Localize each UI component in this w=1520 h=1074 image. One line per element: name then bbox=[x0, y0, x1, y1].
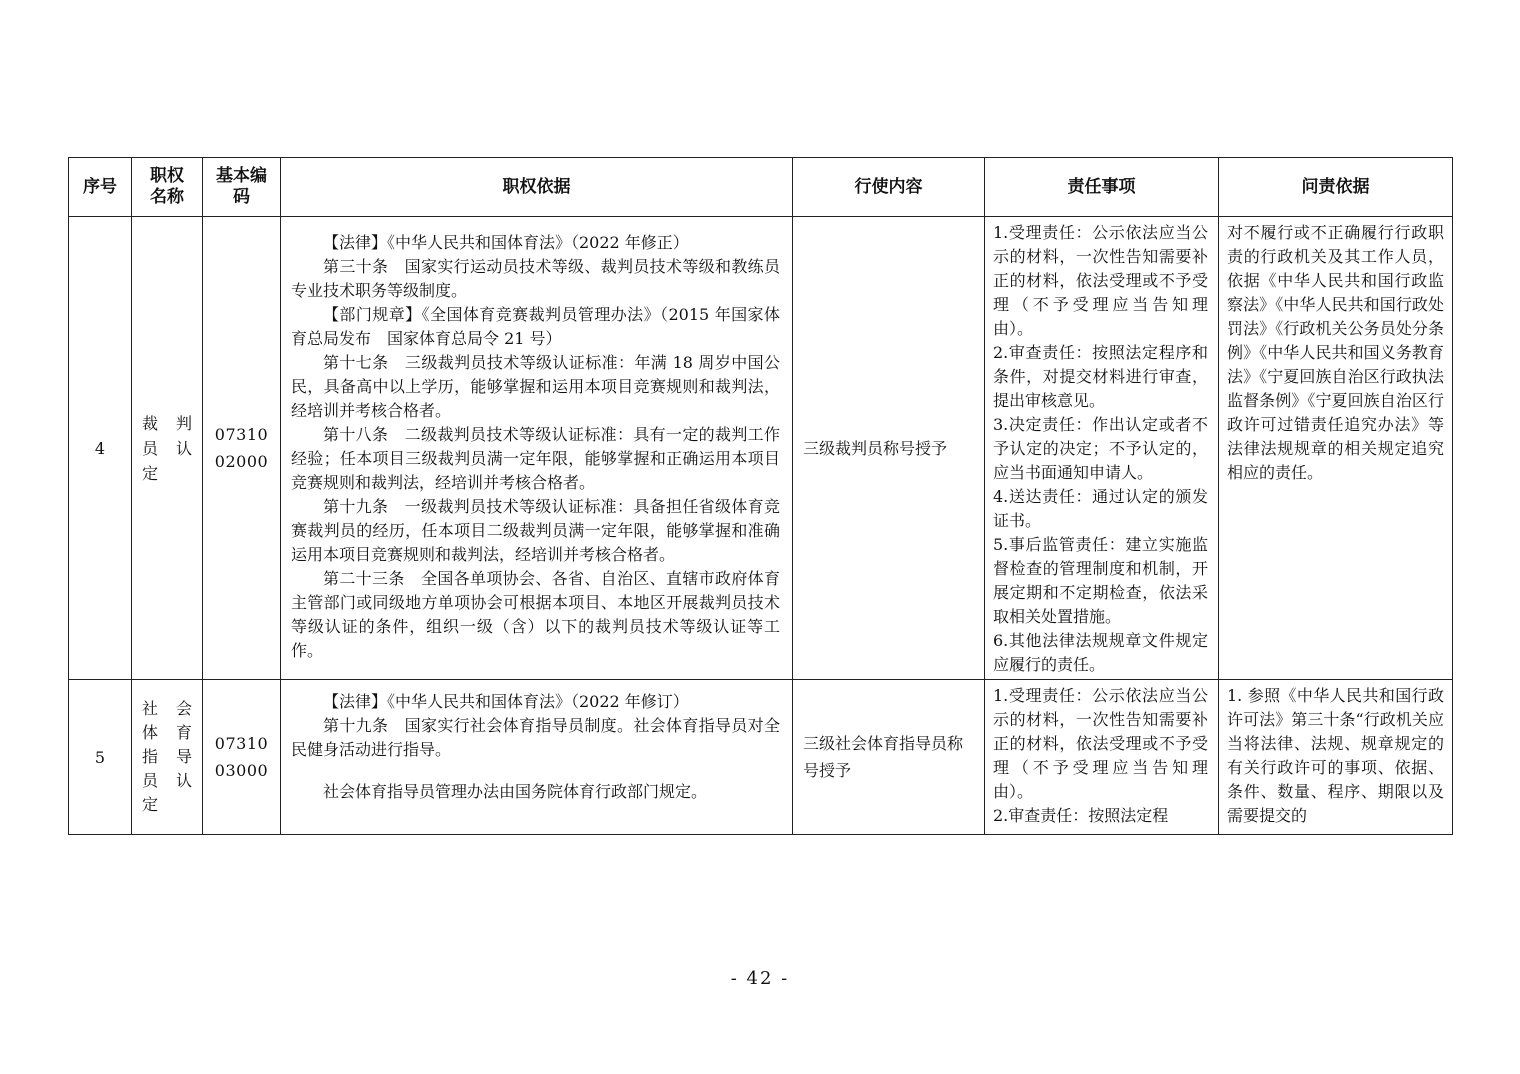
row-content: 三级社会体育指导员称号授予 bbox=[793, 680, 985, 835]
responsibility-item: 1.受理责任：公示依法应当公示的材料，一次性告知需要补正的材料，依法受理或不予受理（不予受理应当告知理由）。 bbox=[993, 223, 1208, 338]
header-accountability: 问责依据 bbox=[1219, 158, 1453, 217]
header-name: 职权名称 bbox=[132, 158, 203, 217]
code-line: 02000 bbox=[214, 452, 269, 471]
basis-paragraph: 第十七条 三级裁判员技术等级认证标准：年满 18 周岁中国公民，具备高中以上学历，能够掌握和运用本项目竞赛规则和裁判法，经培训并考核合格者。 bbox=[291, 353, 780, 420]
responsibility-item: 4.送达责任：通过认定的颁发证书。 bbox=[993, 487, 1208, 530]
responsibility-item: 2.审查责任：按照法定程序和条件，对提交材料进行审查，提出审核意见。 bbox=[993, 343, 1208, 410]
row-basis bbox=[281, 217, 793, 680]
row-code bbox=[203, 217, 281, 680]
header-code: 基本编码 bbox=[203, 158, 281, 217]
responsibility-item: 3.决定责任：作出认定或者不予认定的决定；不予认定的，应当书面通知申请人。 bbox=[993, 415, 1208, 482]
table-header-row bbox=[69, 158, 1453, 217]
accountability-text: 1. 参照《中华人民共和国行政许可法》第三十条“行政机关应当将法律、法规、规章规定的有关行政许可的事项、依据、条件、数量、程序、期限以及需要提交的 bbox=[1227, 686, 1444, 825]
basis-paragraph: 【部门规章】《全国体育竞赛裁判员管理办法》（2015 年国家体育总局发布 国家体育总局令 21 号） bbox=[291, 305, 780, 348]
row-responsibility bbox=[985, 217, 1219, 680]
row-name bbox=[132, 217, 203, 680]
name-line: 社 会 bbox=[142, 699, 192, 718]
table-row bbox=[69, 217, 1453, 680]
row-accountability bbox=[1219, 217, 1453, 680]
responsibility-item: 2.审查责任：按照法定程 bbox=[993, 806, 1169, 825]
basis-paragraph: 社会体育指导员管理办法由国务院体育行政部门规定。 bbox=[323, 782, 708, 801]
name-line: 员 认 bbox=[142, 771, 192, 790]
accountability-text: 对不履行或不正确履行行政职责的行政机关及其工作人员，依据《中华人民共和国行政监察法》《中华人民共和国行政处罚法》《行政机关公务员处分条例》《中华人民共和国义务教育法》《宁夏回族自治区行政执法监督条例》《宁夏回族自治区行政许可过错责任追究办法》等法律法规规章的相关规定追究相应的责任。 bbox=[1227, 223, 1444, 482]
name-line: 定 bbox=[142, 463, 159, 483]
row-basis bbox=[281, 680, 793, 835]
responsibility-item: 1.受理责任：公示依法应当公示的材料，一次性告知需要补正的材料，依法受理或不予受理（不予受理应当告知理由）。 bbox=[993, 686, 1208, 801]
name-line: 体 育 bbox=[142, 723, 192, 742]
authority-table bbox=[68, 157, 1453, 835]
page-number: - 42 - bbox=[730, 968, 790, 989]
row-responsibility bbox=[985, 680, 1219, 835]
header-responsibility: 责任事项 bbox=[985, 158, 1219, 217]
basis-paragraph: 【法律】《中华人民共和国体育法》（2022 年修正） bbox=[323, 233, 689, 252]
basis-paragraph: 第十九条 国家实行社会体育指导员制度。社会体育指导员对全民健身活动进行指导。 bbox=[291, 716, 780, 759]
responsibility-item: 6.其他法律法规规章文件规定应履行的责任。 bbox=[993, 631, 1208, 674]
basis-paragraph: 第二十三条 全国各单项协会、各省、自治区、直辖市政府体育主管部门或同级地方单项协会可根据本项目、本地区开展裁判员技术等级认证的条件，组织一级（含）以下的裁判员技术等级认证等工作。 bbox=[291, 569, 780, 660]
row-code bbox=[203, 680, 281, 835]
row-name bbox=[132, 680, 203, 835]
table-row bbox=[69, 680, 1453, 835]
code-line: 03000 bbox=[214, 761, 269, 780]
basis-paragraph: 第三十条 国家实行运动员技术等级、裁判员技术等级和教练员专业技术职务等级制度。 bbox=[291, 257, 780, 300]
row-seq: 5 bbox=[69, 680, 132, 835]
code-line: 07310 bbox=[214, 734, 269, 753]
name-line: 裁 判 bbox=[142, 413, 192, 433]
row-seq: 4 bbox=[69, 217, 132, 680]
name-line: 员 认 bbox=[142, 438, 192, 458]
name-line: 指 导 bbox=[142, 747, 192, 766]
row-content: 三级裁判员称号授予 bbox=[793, 217, 985, 680]
basis-paragraph: 第十九条 一级裁判员技术等级认证标准：具备担任省级体育竞赛裁判员的经历，任本项目二级裁判员满一定年限，能够掌握和准确运用本项目竞赛规则和裁判法，经培训并考核合格者。 bbox=[291, 497, 780, 564]
header-content: 行使内容 bbox=[793, 158, 985, 217]
name-line: 定 bbox=[142, 795, 159, 814]
responsibility-item: 5.事后监管责任：建立实施监督检查的管理制度和机制，开展定期和不定期检查，依法采取相关处置措施。 bbox=[993, 535, 1208, 626]
header-basis: 职权依据 bbox=[281, 158, 793, 217]
basis-paragraph: 第十八条 二级裁判员技术等级认证标准：具有一定的裁判工作经验；任本项目三级裁判员满一定年限，能够掌握和正确运用本项目竞赛规则和裁判法，经培训并考核合格者。 bbox=[291, 425, 780, 492]
header-seq: 序号 bbox=[69, 158, 132, 217]
row-accountability bbox=[1219, 680, 1453, 835]
basis-paragraph: 【法律】《中华人民共和国体育法》（2022 年修订） bbox=[323, 692, 689, 711]
code-line: 07310 bbox=[214, 425, 269, 444]
